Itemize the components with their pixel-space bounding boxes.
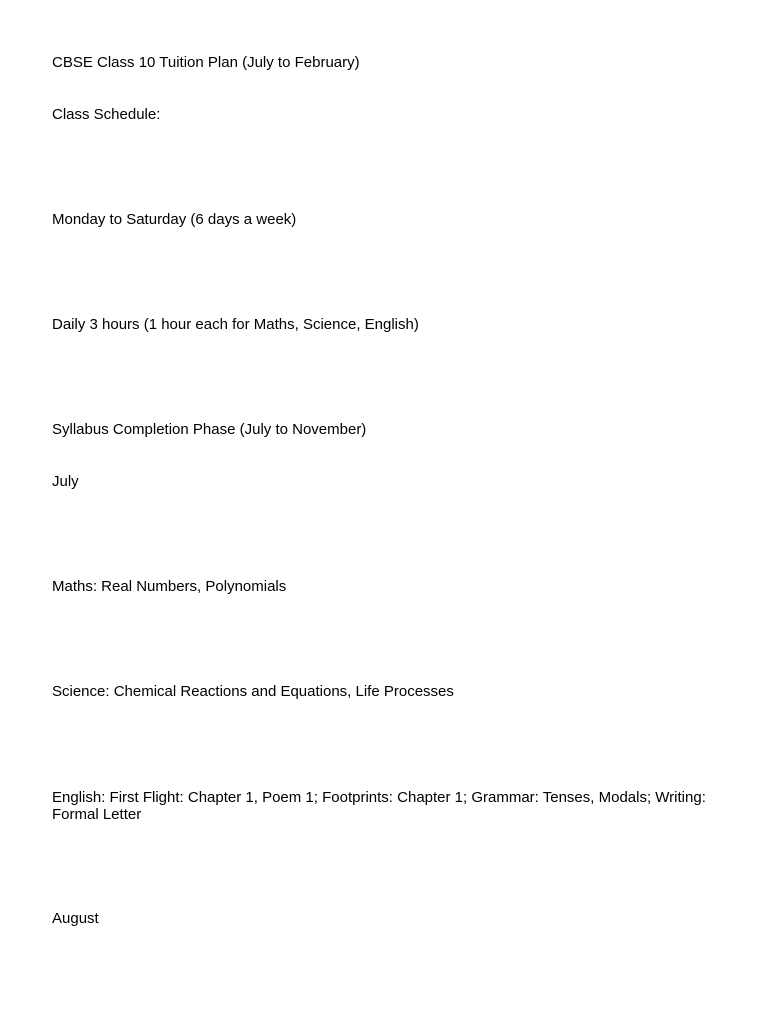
july-maths-item: Maths: Real Numbers, Polynomials — [52, 578, 287, 595]
phase-heading: Syllabus Completion Phase (July to November) — [52, 421, 367, 438]
schedule-hours: Daily 3 hours (1 hour each for Maths, Science, English) — [52, 316, 419, 333]
july-english-item: English: First Flight: Chapter 1, Poem 1; Footprints: Chapter 1; Grammar: Tenses, Modals; Writing: Formal Letter — [52, 789, 706, 823]
month-heading-august: August — [52, 910, 99, 927]
document-title: CBSE Class 10 Tuition Plan (July to February) — [52, 54, 360, 71]
july-science-item: Science: Chemical Reactions and Equations, Life Processes — [52, 683, 454, 700]
schedule-days: Monday to Saturday (6 days a week) — [52, 211, 297, 228]
month-heading-july: July — [52, 473, 79, 490]
schedule-heading: Class Schedule: — [52, 106, 161, 123]
